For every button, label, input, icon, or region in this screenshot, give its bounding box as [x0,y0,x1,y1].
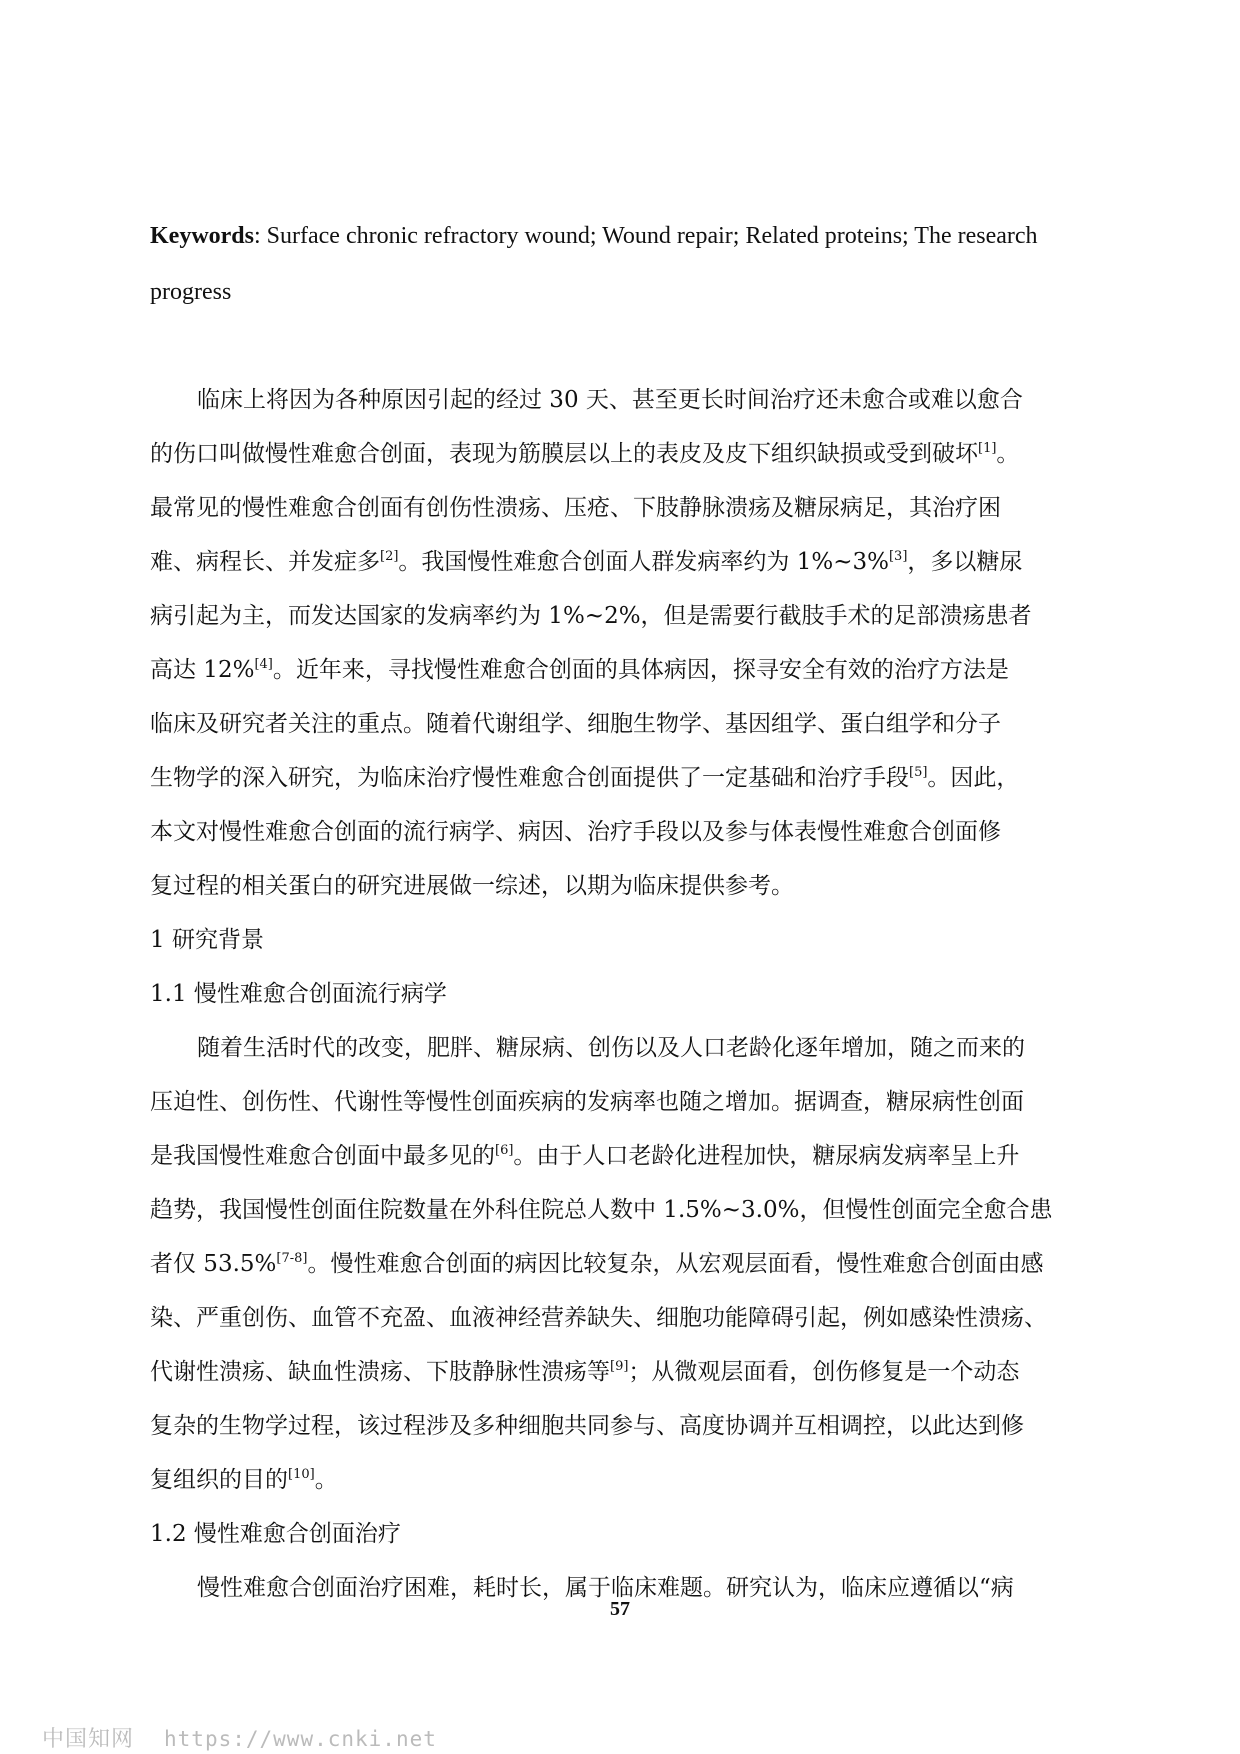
text-line [150,643,1095,697]
line-text: 难、病程长、并发症多 [150,549,380,575]
line-text: 染、严重创伤、血管不充盈、血液神经营养缺失、细胞功能障碍引起，例如感染性溃疡、 [150,1305,1047,1331]
text-line [150,1183,1095,1237]
text-line [150,805,1095,859]
line-text: 生物学的深入研究，为临床治疗慢性难愈合创面提供了一定基础和治疗手段 [150,765,909,791]
page-content [150,208,1095,1615]
citation-ref: [6] [495,1143,514,1158]
line-text: 随着生活时代的改变，肥胖、糖尿病、创伤以及人口老龄化逐年增加，随之而来的 [197,1035,1025,1061]
cnki-watermark [42,1722,437,1753]
line-text: 临床及研究者关注的重点。随着代谢组学、细胞生物学、基因组学、蛋白组学和分子 [150,711,1001,737]
citation-ref: [5] [909,765,928,780]
keywords-label: Keywords [150,223,254,249]
line-text: 复组织的目的 [150,1467,288,1493]
text-line [150,1075,1095,1129]
line-text: 。我国慢性难愈合创面人群发病率约为 1%~3% [398,549,889,575]
line-text: 代谢性溃疡、缺血性溃疡、下肢静脉性溃疡等 [150,1359,610,1385]
line-text: 。由于人口老龄化进程加快，糖尿病发病率呈上升 [513,1143,1020,1169]
intro-paragraph [150,373,1095,913]
citation-ref: [9] [610,1359,629,1374]
page-number: 57 [610,1598,630,1620]
epidemiology-paragraph [150,1021,1095,1507]
line-text: 。 [996,441,1020,467]
text-line [150,1129,1095,1183]
line-text: 高达 12% [150,657,255,683]
line-text: 复杂的生物学过程，该过程涉及多种细胞共同参与、高度协调并互相调控，以此达到修 [150,1413,1024,1439]
section-heading-1: 1 研究背景 [150,927,264,953]
line-text: 。慢性难愈合创面的病因比较复杂，从宏观层面看，慢性难愈合创面由感 [307,1251,1044,1277]
line-text: 。 [314,1467,338,1493]
section-heading-1-1: 1.1 慢性难愈合创面流行病学 [150,981,447,1007]
line-text: 是我国慢性难愈合创面中最多见的 [150,1143,495,1169]
text-line [150,1291,1095,1345]
line-text: 病引起为主，而发达国家的发病率约为 1%~2%，但是需要行截肢手术的足部溃疡患者 [150,603,1032,629]
citation-ref: [1] [978,441,997,456]
section-heading-1-2: 1.2 慢性难愈合创面治疗 [150,1521,401,1547]
line-text: 最常见的慢性难愈合创面有创伤性溃疡、压疮、下肢静脉溃疡及糖尿病足，其治疗困 [150,495,1001,521]
citation-ref: [2] [380,549,399,564]
text-line [150,1453,1095,1507]
keywords-line-2: progress [150,279,232,305]
text-line [150,751,1095,805]
text-line [150,859,1095,913]
text-line [150,1345,1095,1399]
keywords-text: : Surface chronic refractory wound; Wound repair; Related proteins; The research [254,223,1038,249]
text-line [150,1399,1095,1453]
line-text: 者仅 53.5% [150,1251,277,1277]
text-line [150,1021,1095,1075]
watermark-brand: 中国知网 [42,1727,135,1752]
text-line [150,427,1095,481]
text-line [150,697,1095,751]
line-text: 。近年来，寻找慢性难愈合创面的具体病因，探寻安全有效的治疗方法是 [272,657,1009,683]
text-line [150,535,1095,589]
text-line [150,589,1095,643]
line-text: 临床上将因为各种原因引起的经过 30 天、甚至更长时间治疗还未愈合或难以愈合 [197,387,1023,413]
watermark-url: https://www.cnki.net [164,1727,437,1751]
citation-ref: [4] [254,657,273,672]
line-text: 趋势，我国慢性创面住院数量在外科住院总人数中 1.5%~3.0%，但慢性创面完全愈合患 [150,1197,1053,1223]
text-line [150,1237,1095,1291]
line-text: ；从微观层面看，创伤修复是一个动态 [628,1359,1020,1385]
line-text: 压迫性、创伤性、代谢性等慢性创面疾病的发病率也随之增加。据调查，糖尿病性创面 [150,1089,1024,1115]
text-line [150,481,1095,535]
citation-ref: [7-8] [276,1251,308,1266]
line-text: 慢性难愈合创面治疗困难，耗时长，属于临床难题。研究认为，临床应遵循以“病 [197,1575,1014,1601]
citation-ref: [3] [888,549,908,564]
keywords-line-1 [150,208,1095,264]
citation-ref: [10] [288,1467,315,1482]
paragraph-gap [150,320,1095,373]
text-line [150,373,1095,427]
line-text: 的伤口叫做慢性难愈合创面，表现为筋膜层以上的表皮及皮下组织缺损或受到破坏 [150,441,978,467]
line-text: 本文对慢性难愈合创面的流行病学、病因、治疗手段以及参与体表慢性难愈合创面修 [150,819,1001,845]
line-text: 。因此， [927,765,1020,791]
line-text: ，多以糖尿 [907,549,1023,575]
line-text: 复过程的相关蛋白的研究进展做一综述，以期为临床提供参考。 [150,873,794,899]
